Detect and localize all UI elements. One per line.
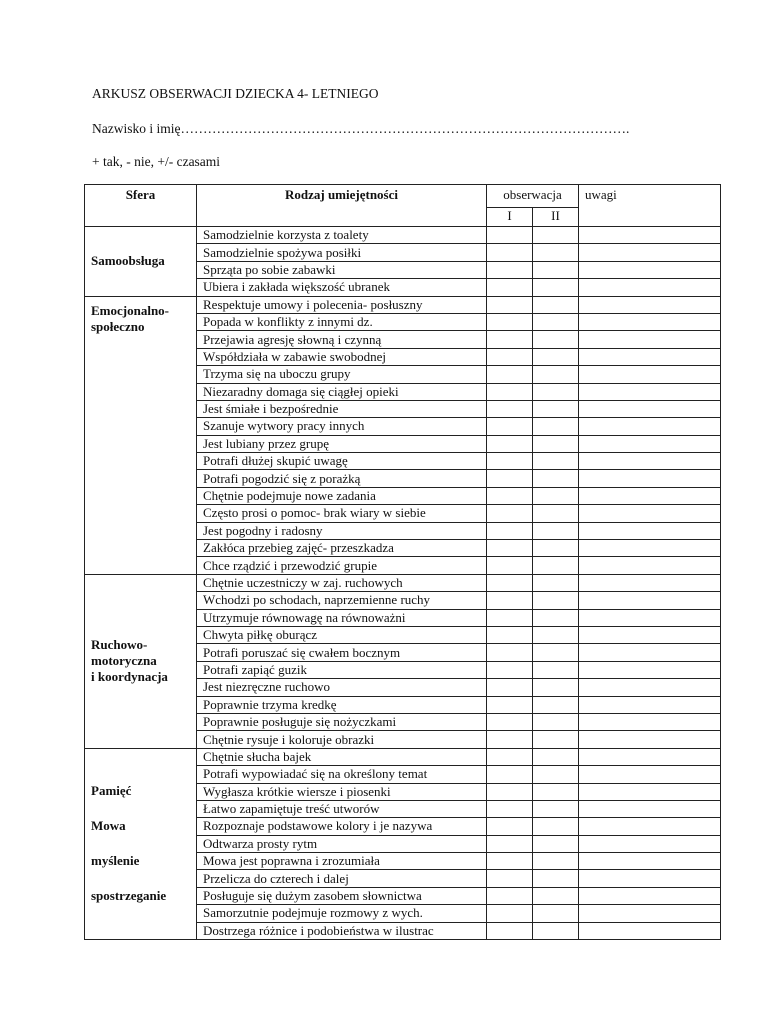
observation-2-cell <box>533 922 579 939</box>
observation-1-cell <box>487 279 533 296</box>
observation-2-cell <box>533 435 579 452</box>
sfera-label: Samoobsługa <box>91 253 165 269</box>
table-row <box>85 574 721 591</box>
skill-cell: Odtwarza prosty rytm <box>197 835 487 852</box>
notes-cell <box>579 609 721 626</box>
observation-1-cell <box>487 470 533 487</box>
notes-cell <box>579 540 721 557</box>
skill-cell: Trzyma się na uboczu grupy <box>197 366 487 383</box>
observation-2-cell <box>533 383 579 400</box>
observation-2-cell <box>533 853 579 870</box>
skill-cell: Szanuje wytwory pracy innych <box>197 418 487 435</box>
observation-2-cell <box>533 244 579 261</box>
observation-1-cell <box>487 296 533 313</box>
header-sfera: Sfera <box>85 185 197 227</box>
notes-cell <box>579 783 721 800</box>
skill-cell: Chętnie podejmuje nowe zadania <box>197 487 487 504</box>
notes-cell <box>579 766 721 783</box>
skill-cell: Wchodzi po schodach, naprzemienne ruchy <box>197 592 487 609</box>
notes-cell <box>579 279 721 296</box>
observation-1-cell <box>487 870 533 887</box>
sfera-label: Emocjonalno- <box>91 302 169 318</box>
notes-cell <box>579 626 721 643</box>
skill-cell: Często prosi o pomoc- brak wiary w siebie <box>197 505 487 522</box>
observation-1-cell <box>487 400 533 417</box>
observation-1-cell <box>487 418 533 435</box>
observation-1-cell <box>487 348 533 365</box>
observation-2-cell <box>533 696 579 713</box>
skill-cell: Chętnie rysuje i koloruje obrazki <box>197 731 487 748</box>
notes-cell <box>579 505 721 522</box>
notes-cell <box>579 383 721 400</box>
notes-cell <box>579 661 721 678</box>
observation-1-cell <box>487 487 533 504</box>
observation-1-cell <box>487 661 533 678</box>
skill-cell: Chwyta piłkę oburącz <box>197 626 487 643</box>
sfera-cell <box>85 227 197 297</box>
skill-cell: Łatwo zapamiętuje treść utworów <box>197 800 487 817</box>
legend-text: + tak, - nie, +/- czasami <box>92 154 221 169</box>
observation-1-cell <box>487 905 533 922</box>
observation-2-cell <box>533 592 579 609</box>
observation-1-cell <box>487 592 533 609</box>
observation-2-cell <box>533 731 579 748</box>
notes-cell <box>579 731 721 748</box>
observation-2-cell <box>533 296 579 313</box>
notes-cell <box>579 592 721 609</box>
observation-2-cell <box>533 609 579 626</box>
observation-2-cell <box>533 626 579 643</box>
observation-1-cell <box>487 540 533 557</box>
observation-1-cell <box>487 818 533 835</box>
notes-cell <box>579 331 721 348</box>
notes-cell <box>579 679 721 696</box>
notes-cell <box>579 696 721 713</box>
skill-cell: Chętnie uczestniczy w zaj. ruchowych <box>197 574 487 591</box>
observation-2-cell <box>533 348 579 365</box>
observation-1-cell <box>487 366 533 383</box>
notes-cell <box>579 557 721 574</box>
observation-2-cell <box>533 766 579 783</box>
skill-cell: Sprząta po sobie zabawki <box>197 261 487 278</box>
observation-1-cell <box>487 453 533 470</box>
notes-cell <box>579 818 721 835</box>
observation-2-cell <box>533 418 579 435</box>
sfera-label: spostrzeganie <box>91 887 167 903</box>
observation-1-cell <box>487 766 533 783</box>
skill-cell: Przejawia agresję słowną i czynną <box>197 331 487 348</box>
observation-1-cell <box>487 679 533 696</box>
observation-2-cell <box>533 800 579 817</box>
skill-cell: Utrzymuje równowagę na równoważni <box>197 609 487 626</box>
observation-1-cell <box>487 644 533 661</box>
sfera-label: Pamięć <box>91 782 132 798</box>
observation-2-cell <box>533 453 579 470</box>
observation-1-cell <box>487 731 533 748</box>
observation-1-cell <box>487 853 533 870</box>
notes-cell <box>579 644 721 661</box>
skill-cell: Potrafi zapiąć guzik <box>197 661 487 678</box>
skill-cell: Poprawnie trzyma kredkę <box>197 696 487 713</box>
observation-1-cell <box>487 922 533 939</box>
observation-1-cell <box>487 835 533 852</box>
skill-cell: Samodzielnie korzysta z toalety <box>197 227 487 244</box>
observation-2-cell <box>533 887 579 904</box>
skill-cell: Poprawnie posługuje się nożyczkami <box>197 713 487 730</box>
observation-2-cell <box>533 679 579 696</box>
skill-cell: Jest lubiany przez grupę <box>197 435 487 452</box>
notes-cell <box>579 418 721 435</box>
skill-cell: Potrafi poruszać się cwałem bocznym <box>197 644 487 661</box>
notes-cell <box>579 574 721 591</box>
header-skill-type: Rodzaj umiejętności <box>197 185 487 227</box>
observation-2-cell <box>533 661 579 678</box>
notes-cell <box>579 261 721 278</box>
observation-2-cell <box>533 574 579 591</box>
notes-cell <box>579 453 721 470</box>
skill-cell: Popada w konflikty z innymi dz. <box>197 313 487 330</box>
skill-cell: Jest niezręczne ruchowo <box>197 679 487 696</box>
skill-cell: Rozpoznaje podstawowe kolory i je nazywa <box>197 818 487 835</box>
observation-2-cell <box>533 279 579 296</box>
skill-cell: Posługuje się dużym zasobem słownictwa <box>197 887 487 904</box>
sfera-label: Ruchowo- <box>91 637 148 653</box>
observation-1-cell <box>487 696 533 713</box>
skill-cell: Chętnie słucha bajek <box>197 748 487 765</box>
notes-cell <box>579 227 721 244</box>
notes-cell <box>579 470 721 487</box>
notes-cell <box>579 835 721 852</box>
notes-cell <box>579 713 721 730</box>
observation-1-cell <box>487 313 533 330</box>
observation-2-cell <box>533 487 579 504</box>
sfera-label: i koordynacja <box>91 669 168 685</box>
observation-1-cell <box>487 505 533 522</box>
notes-cell <box>579 748 721 765</box>
observation-2-cell <box>533 366 579 383</box>
table-row <box>85 227 721 244</box>
observation-2-cell <box>533 505 579 522</box>
notes-cell <box>579 366 721 383</box>
sfera-cell <box>85 748 197 939</box>
observation-2-cell <box>533 644 579 661</box>
notes-cell <box>579 244 721 261</box>
sfera-label: społeczno <box>91 318 145 334</box>
skill-cell: Zakłóca przebieg zajęć- przeszkadza <box>197 540 487 557</box>
notes-cell <box>579 348 721 365</box>
notes-cell <box>579 853 721 870</box>
observation-2-cell <box>533 331 579 348</box>
sfera-label: Mowa <box>91 817 126 833</box>
observation-2-cell <box>533 540 579 557</box>
observation-1-cell <box>487 557 533 574</box>
observation-1-cell <box>487 713 533 730</box>
observation-1-cell <box>487 783 533 800</box>
document-title: ARKUSZ OBSERWACJI DZIECKA 4- LETNIEGO <box>92 86 379 101</box>
observation-table-body <box>85 227 721 940</box>
header-observation-2: II <box>533 208 579 227</box>
sfera-label: motoryczna <box>91 653 157 669</box>
skill-cell: Niezaradny domaga się ciągłej opieki <box>197 383 487 400</box>
observation-1-cell <box>487 227 533 244</box>
notes-cell <box>579 487 721 504</box>
observation-1-cell <box>487 244 533 261</box>
skill-cell: Potrafi pogodzić się z porażką <box>197 470 487 487</box>
skill-cell: Jest śmiałe i bezpośrednie <box>197 400 487 417</box>
observation-2-cell <box>533 522 579 539</box>
observation-1-cell <box>487 748 533 765</box>
notes-cell <box>579 400 721 417</box>
name-field-line: Nazwisko i imię………………………………………………………………………………………. <box>92 121 630 136</box>
skill-cell: Respektuje umowy i polecenia- posłuszny <box>197 296 487 313</box>
skill-cell: Wygłasza krótkie wiersze i piosenki <box>197 783 487 800</box>
observation-2-cell <box>533 783 579 800</box>
observation-2-cell <box>533 905 579 922</box>
notes-cell <box>579 905 721 922</box>
sfera-cell <box>85 574 197 748</box>
observation-2-cell <box>533 313 579 330</box>
skill-cell: Dostrzega różnice i podobieństwa w ilustrac <box>197 922 487 939</box>
observation-1-cell <box>487 435 533 452</box>
observation-2-cell <box>533 227 579 244</box>
header-observation-1: I <box>487 208 533 227</box>
skill-cell: Współdziała w zabawie swobodnej <box>197 348 487 365</box>
observation-2-cell <box>533 870 579 887</box>
observation-2-cell <box>533 261 579 278</box>
observation-1-cell <box>487 574 533 591</box>
skill-cell: Samodzielnie spożywa posiłki <box>197 244 487 261</box>
observation-2-cell <box>533 400 579 417</box>
observation-2-cell <box>533 713 579 730</box>
sfera-cell <box>85 296 197 574</box>
notes-cell <box>579 296 721 313</box>
skill-cell: Ubiera i zakłada większość ubranek <box>197 279 487 296</box>
sfera-label: myślenie <box>91 852 140 868</box>
skill-cell: Przelicza do czterech i dalej <box>197 870 487 887</box>
skill-cell: Mowa jest poprawna i zrozumiała <box>197 853 487 870</box>
notes-cell <box>579 313 721 330</box>
observation-1-cell <box>487 261 533 278</box>
observation-2-cell <box>533 557 579 574</box>
skill-cell: Jest pogodny i radosny <box>197 522 487 539</box>
skill-cell: Potrafi dłużej skupić uwagę <box>197 453 487 470</box>
header-notes: uwagi <box>579 185 721 227</box>
header-observation: obserwacja <box>487 185 579 208</box>
observation-1-cell <box>487 383 533 400</box>
notes-cell <box>579 800 721 817</box>
skill-cell: Chce rządzić i przewodzić grupie <box>197 557 487 574</box>
notes-cell <box>579 435 721 452</box>
skill-cell: Potrafi wypowiadać się na określony temat <box>197 766 487 783</box>
notes-cell <box>579 922 721 939</box>
notes-cell <box>579 870 721 887</box>
skill-cell: Samorzutnie podejmuje rozmowy z wych. <box>197 905 487 922</box>
observation-2-cell <box>533 470 579 487</box>
observation-1-cell <box>487 626 533 643</box>
table-row <box>85 296 721 313</box>
observation-1-cell <box>487 800 533 817</box>
notes-cell <box>579 887 721 904</box>
observation-1-cell <box>487 609 533 626</box>
observation-1-cell <box>487 522 533 539</box>
observation-table <box>84 184 721 940</box>
observation-2-cell <box>533 835 579 852</box>
observation-2-cell <box>533 818 579 835</box>
notes-cell <box>579 522 721 539</box>
observation-1-cell <box>487 887 533 904</box>
observation-2-cell <box>533 748 579 765</box>
observation-1-cell <box>487 331 533 348</box>
table-row <box>85 748 721 765</box>
